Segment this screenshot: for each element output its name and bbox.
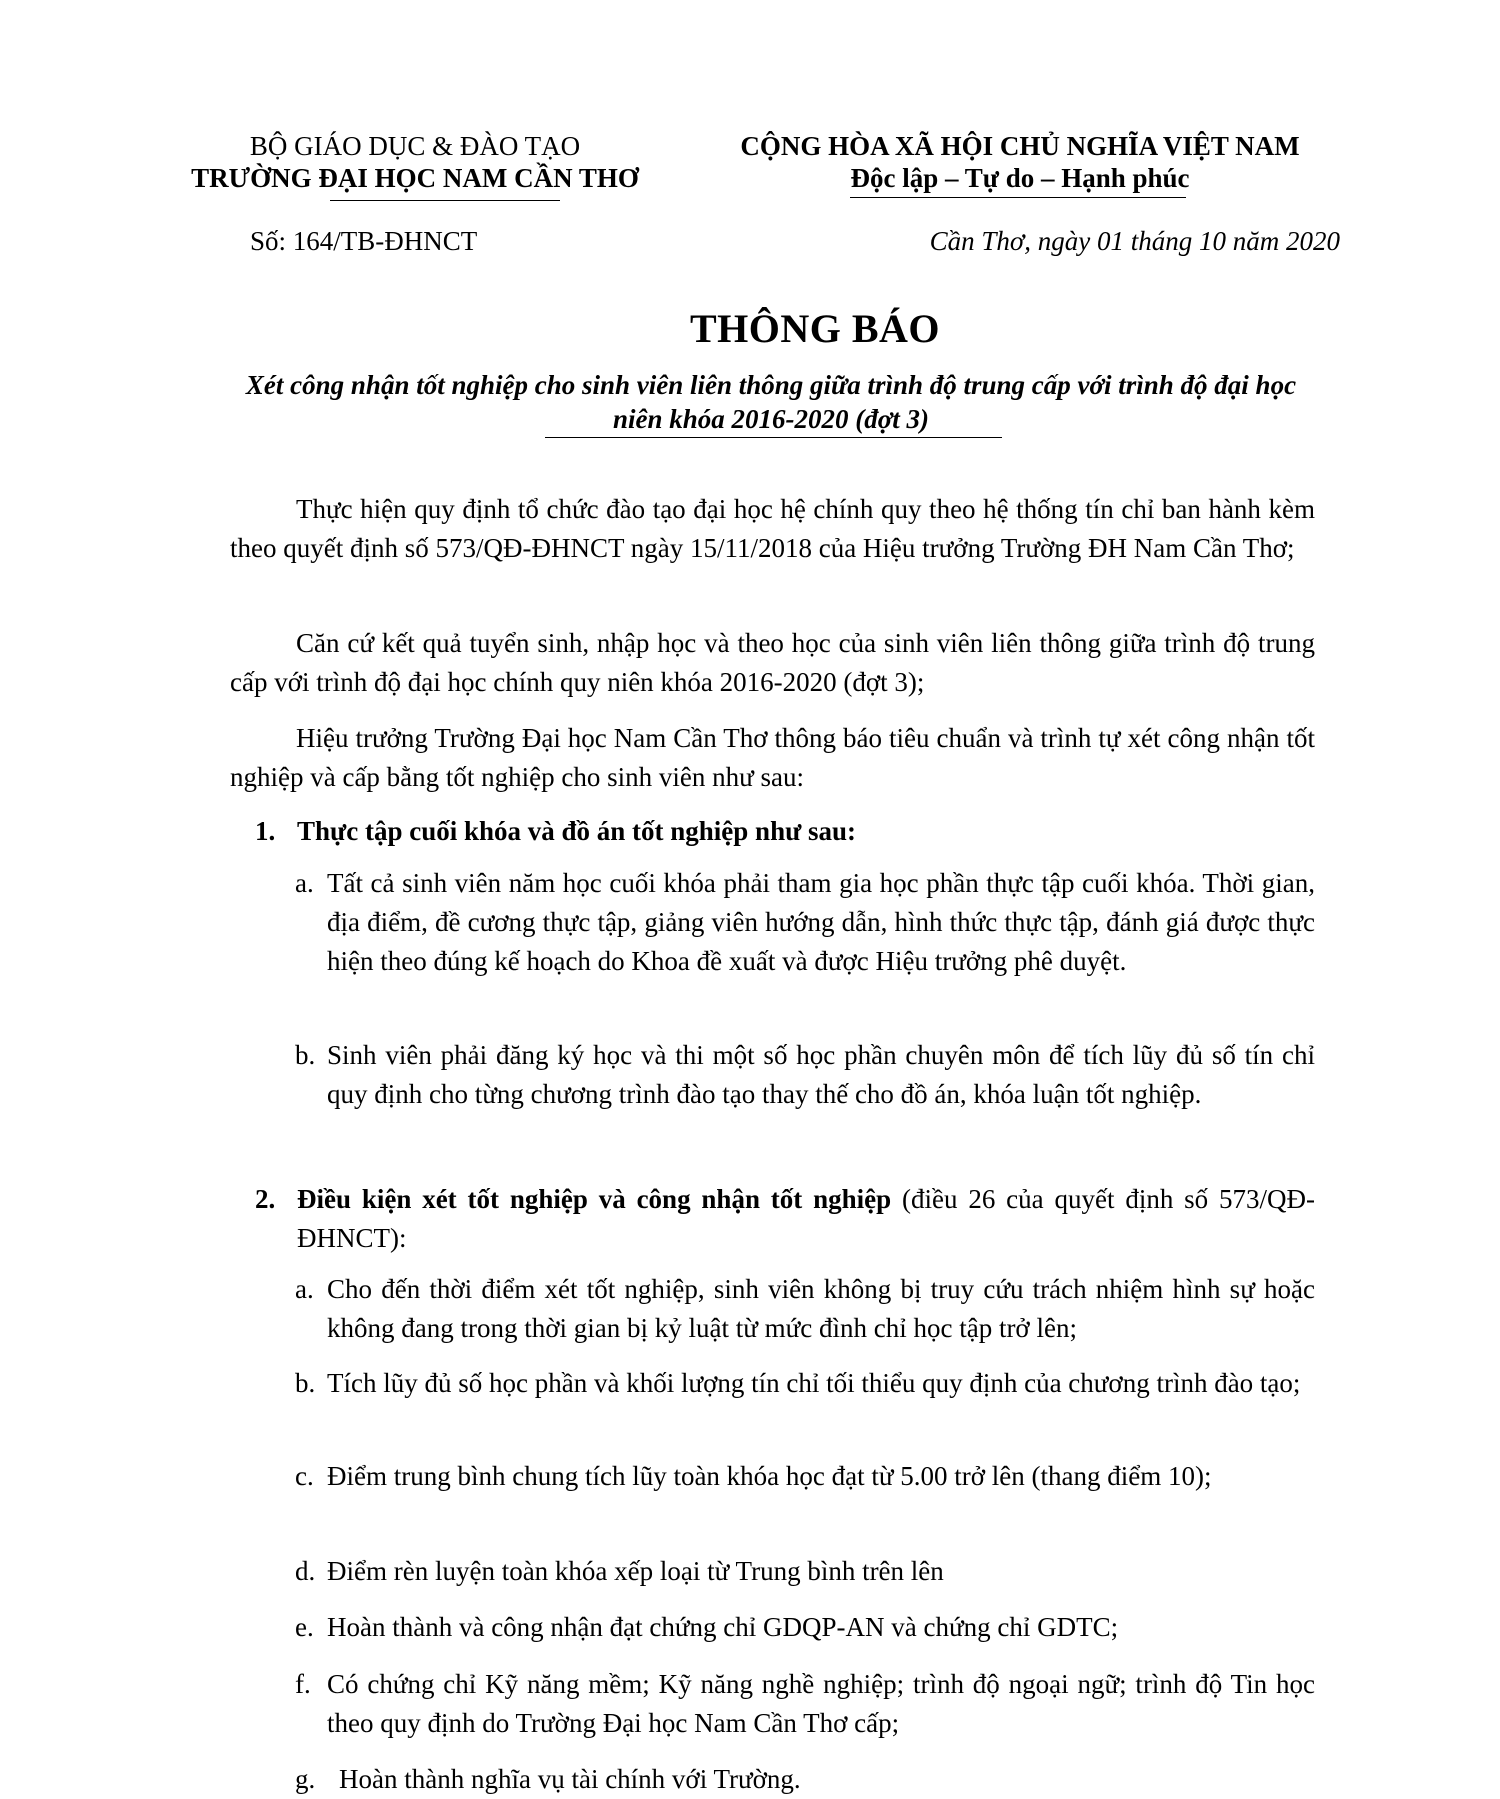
country-name: CỘNG HÒA XÃ HỘI CHỦ NGHĨA VIỆT NAM [740, 131, 1300, 161]
preamble-paragraph: Căn cứ kết quả tuyển sinh, nhập học và theo học của sinh viên liên thông giữa trình độ trung cấp với trình độ đại học chính quy niên khóa 2016-2020 (đợt 3); [230, 628, 1315, 697]
section-heading [255, 1180, 1315, 1258]
list-item-text: Tích lũy đủ số học phần và khối lượng tín chỉ tối thiểu quy định của chương trình đào tạo; [327, 1368, 1301, 1398]
issuer-header [165, 130, 665, 194]
list-item-text: Hoàn thành và công nhận đạt chứng chỉ GDQP-AN và chứng chỉ GDTC; [327, 1612, 1119, 1642]
document-number: Số: 164/TB-ĐHNCT [250, 226, 478, 256]
issuer-underline [330, 200, 560, 201]
list-marker: d. [295, 1556, 316, 1586]
subtitle-underline [545, 437, 1002, 438]
list-marker: b. [295, 1040, 316, 1070]
national-motto: Độc lập – Tự do – Hạnh phúc [850, 163, 1190, 193]
ministry-name: BỘ GIÁO DỤC & ĐÀO TẠO [249, 131, 581, 161]
document-title: THÔNG BÁO [689, 306, 941, 351]
list-item [295, 1552, 1315, 1591]
place-and-date: Cần Thơ, ngày 01 tháng 10 năm 2020 [929, 226, 1340, 256]
list-item [295, 1665, 1315, 1743]
list-marker: a. [295, 868, 314, 898]
list-item [295, 1036, 1315, 1114]
list-item-text: Điểm rèn luyện toàn khóa xếp loại từ Trung bình trên lên [327, 1556, 944, 1586]
national-header [700, 130, 1340, 194]
list-marker: c. [295, 1461, 314, 1491]
list-item [295, 1270, 1315, 1348]
section-title-note: (điều 26 của quyết định số 573/QĐ-ĐHNCT): [297, 1184, 1315, 1253]
preamble-paragraph: Hiệu trưởng Trường Đại học Nam Cần Thơ thông báo tiêu chuẩn và trình tự xét công nhận tốt nghiệp và cấp bằng tốt nghiệp cho sinh viên như sau: [230, 723, 1315, 792]
section-number: 2. [255, 1184, 276, 1214]
list-item-text: Cho đến thời điểm xét tốt nghiệp, sinh viên không bị truy cứu trách nhiệm hình sự hoặc không đang trong thời gian bị kỷ luật từ mức đình chỉ học tập trở lên; [327, 1274, 1315, 1343]
list-item-text: Tất cả sinh viên năm học cuối khóa phải tham gia học phần thực tập cuối khóa. Thời gian, địa điểm, đề cương thực tập, giảng viên hướng dẫn, hình thức thực tập, đánh giá được thực hiện theo đúng kế hoạch do Khoa đề xuất và được Hiệu trưởng phê duyệt. [327, 868, 1315, 976]
list-item-text: Hoàn thành nghĩa vụ tài chính với Trường. [339, 1764, 801, 1794]
list-item-text: Sinh viên phải đăng ký học và thi một số học phần chuyên môn để tích lũy đủ số tín chỉ quy định cho từng chương trình đào tạo thay thế cho đồ án, khóa luận tốt nghiệp. [327, 1040, 1315, 1109]
section-number: 1. [255, 816, 276, 846]
section-title-bold: Điều kiện xét tốt nghiệp và công nhận tốt nghiệp [297, 1184, 892, 1214]
list-marker: f. [295, 1669, 311, 1699]
list-item [295, 1608, 1315, 1647]
list-item [295, 1364, 1315, 1403]
motto-underline [850, 197, 1186, 198]
list-item [295, 864, 1315, 981]
university-name: TRƯỜNG ĐẠI HỌC NAM CẦN THƠ [191, 163, 639, 193]
list-marker: g. [295, 1764, 316, 1794]
section-heading [255, 812, 1315, 851]
document-subtitle: Xét công nhận tốt nghiệp cho sinh viên liên thông giữa trình độ trung cấp với trình độ đại học niên khóa 2016-2020 (đợt 3) [245, 370, 1297, 434]
list-item-text: Có chứng chỉ Kỹ năng mềm; Kỹ năng nghề nghiệp; trình độ ngoại ngữ; trình độ Tin học theo quy định do Trường Đại học Nam Cần Thơ cấp; [327, 1669, 1315, 1738]
section-title: Thực tập cuối khóa và đồ án tốt nghiệp như sau: [297, 816, 857, 846]
preamble-paragraph: Thực hiện quy định tổ chức đào tạo đại học hệ chính quy theo hệ thống tín chỉ ban hành kèm theo quyết định số 573/QĐ-ĐHNCT ngày 15/11/2018 của Hiệu trưởng Trường ĐH Nam Cần Thơ; [230, 494, 1315, 563]
list-item [295, 1760, 1315, 1799]
list-item [295, 1457, 1315, 1496]
list-marker: b. [295, 1368, 316, 1398]
list-marker: e. [295, 1612, 314, 1642]
list-marker: a. [295, 1274, 314, 1304]
section-title [297, 1180, 1315, 1258]
list-item-text: Điểm trung bình chung tích lũy toàn khóa học đạt từ 5.00 trở lên (thang điểm 10); [327, 1461, 1212, 1491]
